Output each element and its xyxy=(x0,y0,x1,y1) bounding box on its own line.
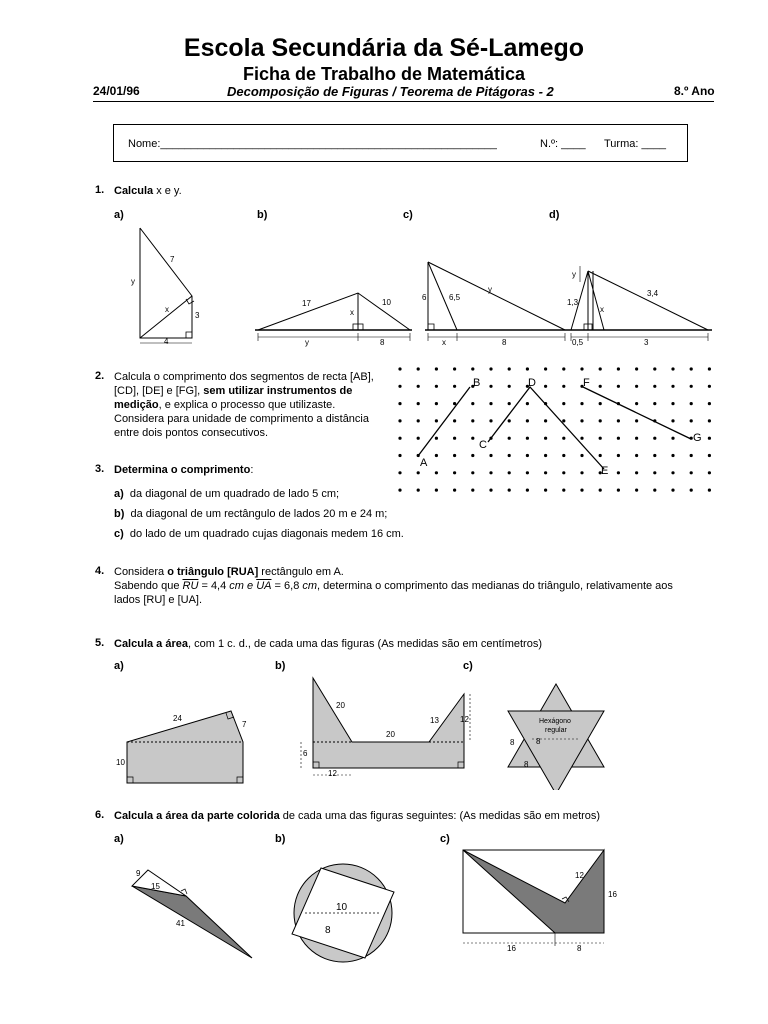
name-box xyxy=(113,124,688,162)
q1b-y: y xyxy=(305,338,309,347)
grid-dot xyxy=(471,402,474,405)
grid-dot xyxy=(599,419,602,422)
grid-dot xyxy=(690,489,693,492)
q1d-3: 3 xyxy=(644,338,649,347)
q4-text: Considera o triângulo [RUA] rectângulo em A. Sabendo que $\overline{RU} = 4,4$ cm e $\overline{UA} = 6,8$ cm, determina o comprimento das medianas do triângulo, relativamente aos lados [RU] e [UA]. xyxy=(114,566,673,606)
grid-dot xyxy=(398,437,401,440)
q1c-6-5: 6,5 xyxy=(449,293,461,302)
grid-dot xyxy=(489,419,492,422)
q3-item-b: b) da diagonal de um rectângulo de lados 20 m e 24 m; xyxy=(114,508,388,520)
grid-dot xyxy=(653,454,656,457)
grid-dot xyxy=(708,385,711,388)
grid-dot xyxy=(508,489,511,492)
grid-dot xyxy=(526,402,529,405)
grid-dot xyxy=(708,419,711,422)
grid-dot xyxy=(398,419,401,422)
q1-label-b: b) xyxy=(257,209,268,221)
grid-dot xyxy=(562,419,565,422)
q5c-8c: 8 xyxy=(524,760,529,769)
grid-dot xyxy=(635,385,638,388)
q6-number: 6. xyxy=(95,809,105,821)
grid-dot xyxy=(653,367,656,370)
grid-dot xyxy=(508,367,511,370)
grid-dot xyxy=(435,367,438,370)
q1-figures xyxy=(0,220,768,350)
grid-dot xyxy=(435,489,438,492)
grid-dot xyxy=(544,437,547,440)
grid-dot xyxy=(580,471,583,474)
grid-dot xyxy=(708,454,711,457)
segment-fg xyxy=(583,387,691,439)
grid-dot xyxy=(635,454,638,457)
q5-figures xyxy=(0,670,768,790)
q6a-9: 9 xyxy=(136,869,141,878)
grid-dot xyxy=(417,471,420,474)
q5a-7: 7 xyxy=(242,720,247,729)
q1-figure-a xyxy=(140,228,194,343)
grid-dot xyxy=(562,489,565,492)
q1c-6: 6 xyxy=(422,293,427,302)
q2-number: 2. xyxy=(95,370,105,382)
q1-text: Calcula x e y. xyxy=(114,185,182,197)
grid-dot xyxy=(617,454,620,457)
grid-dot xyxy=(617,437,620,440)
q5-text: Calcula a área, com 1 c. d., de cada uma das figuras (As medidas são em centímetros) xyxy=(114,638,542,650)
point-d: D xyxy=(528,377,536,389)
grid-dot xyxy=(617,471,620,474)
q5-figure-a xyxy=(127,711,243,783)
dot-grid-figure xyxy=(390,362,720,502)
grid-dot xyxy=(489,402,492,405)
q6a-15: 15 xyxy=(151,882,160,891)
grid-dot xyxy=(526,367,529,370)
grid-dot xyxy=(653,489,656,492)
grid-dot xyxy=(471,489,474,492)
topic: Decomposição de Figuras / Teorema de Pitágoras - 2 xyxy=(227,84,554,99)
q3-item-a: a) da diagonal de um quadrado de lado 5 cm; xyxy=(114,488,340,500)
grid-dot xyxy=(453,402,456,405)
q4-number: 4. xyxy=(95,565,105,577)
grid-dot xyxy=(471,437,474,440)
grid-dot xyxy=(398,471,401,474)
point-g: G xyxy=(693,432,702,444)
grid-dot xyxy=(471,419,474,422)
q1b-8: 8 xyxy=(380,338,385,347)
grid-dot xyxy=(508,454,511,457)
grid-dot xyxy=(635,402,638,405)
grid-dot xyxy=(544,385,547,388)
q5a-24: 24 xyxy=(173,714,182,723)
grid-dot xyxy=(671,471,674,474)
point-c: C xyxy=(479,439,487,451)
grid-dot xyxy=(690,471,693,474)
q1d-1-3: 1,3 xyxy=(567,298,579,307)
grid-dot xyxy=(398,402,401,405)
grid-dot xyxy=(453,419,456,422)
q5a-10: 10 xyxy=(116,758,125,767)
grid-dot xyxy=(599,385,602,388)
q1c-x: x xyxy=(442,338,446,347)
q1-number: 1. xyxy=(95,184,105,196)
grid-dot xyxy=(653,471,656,474)
q6c-12: 12 xyxy=(575,871,584,880)
grid-dot xyxy=(562,471,565,474)
grid-dot xyxy=(635,419,638,422)
grid-dot xyxy=(635,437,638,440)
q3-text: Determina o comprimento: xyxy=(114,464,254,476)
q1d-3-4: 3,4 xyxy=(647,289,659,298)
date: 24/01/96 xyxy=(93,84,140,98)
q1-label-a: a) xyxy=(114,209,124,221)
grid-dot xyxy=(471,471,474,474)
grid-dot xyxy=(617,419,620,422)
grid-dot xyxy=(508,437,511,440)
q5c-8b: 8 xyxy=(536,737,541,746)
grid-dot xyxy=(508,471,511,474)
q5-label-c: c) xyxy=(463,660,473,672)
q6a-41: 41 xyxy=(176,919,185,928)
grid-dot xyxy=(417,489,420,492)
grid-dot xyxy=(580,454,583,457)
dot-grid xyxy=(398,367,711,491)
grid-dot xyxy=(417,367,420,370)
grid-dot xyxy=(617,489,620,492)
grid-dot xyxy=(708,437,711,440)
grid-dot xyxy=(562,454,565,457)
q6c-8: 8 xyxy=(577,944,582,953)
q1b-10: 10 xyxy=(382,298,391,307)
header-rule xyxy=(93,101,714,102)
grid-dot xyxy=(562,367,565,370)
grid-dot xyxy=(435,385,438,388)
grid-dot xyxy=(617,367,620,370)
grid-dot xyxy=(671,419,674,422)
grid-dot xyxy=(562,402,565,405)
q5b-20a: 20 xyxy=(336,701,345,710)
grid-dot xyxy=(599,402,602,405)
grid-dot xyxy=(635,489,638,492)
q6b-10: 10 xyxy=(336,902,348,913)
grid-dot xyxy=(635,367,638,370)
grid-dot xyxy=(708,402,711,405)
grid-dot xyxy=(471,454,474,457)
q1-figure-d xyxy=(567,266,712,341)
grid-dot xyxy=(690,402,693,405)
grid-dot xyxy=(453,437,456,440)
grid-dot xyxy=(671,489,674,492)
grid-dot xyxy=(599,367,602,370)
q6-label-a: a) xyxy=(114,833,124,845)
grid-dot xyxy=(544,367,547,370)
number-field[interactable]: N.º: ____ xyxy=(540,138,586,150)
grid-dot xyxy=(526,454,529,457)
grid-dot xyxy=(708,489,711,492)
q1c-8: 8 xyxy=(502,338,507,347)
q5-label-a: a) xyxy=(114,660,124,672)
grid-dot xyxy=(417,419,420,422)
grid-dot xyxy=(544,454,547,457)
q5b-12b: 12 xyxy=(328,769,337,778)
grid-dot xyxy=(708,471,711,474)
grid-dot xyxy=(671,385,674,388)
worksheet-subtitle: Ficha de Trabalho de Matemática xyxy=(242,64,526,84)
school-title: Escola Secundária da Sé-Lamego xyxy=(183,34,585,62)
q1d-0-5: 0,5 xyxy=(572,338,584,347)
grid-dot xyxy=(690,385,693,388)
grid-dot xyxy=(453,454,456,457)
q5c-8a: 8 xyxy=(510,738,515,747)
grid-dot xyxy=(580,419,583,422)
grid-dot xyxy=(671,402,674,405)
q1a-y: y xyxy=(131,277,135,286)
q1d-x: x xyxy=(600,305,604,314)
name-field[interactable]: Nome:_______________________________________________________ xyxy=(128,138,497,150)
q3-number: 3. xyxy=(95,463,105,475)
q5-figure-c xyxy=(508,684,604,790)
grid-dot xyxy=(653,385,656,388)
q6b-8: 8 xyxy=(325,925,331,936)
q1d-y: y xyxy=(572,270,576,279)
grid-dot xyxy=(544,489,547,492)
q6c-16a: 16 xyxy=(608,890,617,899)
grid-dot xyxy=(435,471,438,474)
q1a-4: 4 xyxy=(164,337,169,346)
grid-dot xyxy=(562,437,565,440)
grid-dot xyxy=(417,437,420,440)
segment-ab xyxy=(418,387,470,456)
q1-figure-c xyxy=(425,262,567,341)
grid-dot xyxy=(617,385,620,388)
grid-dot xyxy=(489,385,492,388)
grid-dot xyxy=(690,454,693,457)
point-b: B xyxy=(473,377,481,389)
q1a-3: 3 xyxy=(195,311,200,320)
grid-dot xyxy=(489,471,492,474)
q5c-hexagon: Hexágono xyxy=(539,718,571,725)
q5-figure-b xyxy=(301,678,470,775)
grid-dot xyxy=(526,489,529,492)
grid-dot xyxy=(580,489,583,492)
q1c-y: y xyxy=(488,285,492,294)
q1a-7: 7 xyxy=(170,255,175,264)
grid-dot xyxy=(435,402,438,405)
grid-dot xyxy=(671,367,674,370)
grid-dot xyxy=(435,454,438,457)
q1-label-c: c) xyxy=(403,209,413,221)
point-f: F xyxy=(583,377,590,389)
grid-dot xyxy=(453,471,456,474)
grid-dot xyxy=(398,489,401,492)
grid-dot xyxy=(453,385,456,388)
q1a-x: x xyxy=(165,305,169,314)
q5b-13: 13 xyxy=(430,716,439,725)
grid-dot xyxy=(526,471,529,474)
q6c-16b: 16 xyxy=(507,944,516,953)
grid-dot xyxy=(508,419,511,422)
q5c-regular: regular xyxy=(545,727,567,734)
q1-label-d: d) xyxy=(549,209,560,221)
q5b-6: 6 xyxy=(303,749,308,758)
grid-dot xyxy=(435,419,438,422)
grid-dot xyxy=(526,437,529,440)
grid-dot xyxy=(471,367,474,370)
grid-dot xyxy=(489,454,492,457)
grid-dot xyxy=(562,385,565,388)
q6-figures xyxy=(0,840,768,970)
grid-dot xyxy=(453,367,456,370)
grid-dot xyxy=(526,419,529,422)
grid-dot xyxy=(690,367,693,370)
grid-dot xyxy=(599,489,602,492)
grid-dot xyxy=(417,385,420,388)
grid-dot xyxy=(671,437,674,440)
grid-dot xyxy=(398,385,401,388)
q5b-12a: 12 xyxy=(460,715,469,724)
grid-dot xyxy=(580,367,583,370)
grid-dot xyxy=(544,471,547,474)
q1b-x: x xyxy=(350,308,354,317)
grid-dot xyxy=(453,489,456,492)
q6-text: Calcula a área da parte colorida de cada uma das figuras seguintes: (As medidas são em metros) xyxy=(114,810,601,822)
q2-text: Calcula o comprimento dos segmentos de recta [AB], [CD], [DE] e [FG], sem utilizar instrumentos de medição, e explica o processo que utilizaste. Considera para unidade de comprimento a distância entre dois pontos consecutivos. xyxy=(114,371,374,439)
grid-dot xyxy=(398,367,401,370)
grid-dot xyxy=(508,402,511,405)
q6-figure-a xyxy=(132,870,252,958)
q6-figure-b xyxy=(292,864,394,962)
grid-dot xyxy=(398,454,401,457)
point-a: A xyxy=(420,457,428,469)
point-e: E xyxy=(601,465,609,477)
grid-dot xyxy=(653,437,656,440)
grid-dot xyxy=(671,454,674,457)
grid-dot xyxy=(489,367,492,370)
grid-dot xyxy=(580,437,583,440)
grid-dot xyxy=(508,385,511,388)
q5-number: 5. xyxy=(95,637,105,649)
q1b-17: 17 xyxy=(302,299,311,308)
grid-dot xyxy=(708,367,711,370)
grid-dot xyxy=(489,489,492,492)
grid-dot xyxy=(653,402,656,405)
q6-label-c: c) xyxy=(440,833,450,845)
grid-dot xyxy=(599,437,602,440)
class-field[interactable]: Turma: ____ xyxy=(604,138,666,150)
q5b-20b: 20 xyxy=(386,730,395,739)
grid-dot xyxy=(544,419,547,422)
grid-dot xyxy=(435,437,438,440)
grid-dot xyxy=(690,419,693,422)
grid-dot xyxy=(580,402,583,405)
q6-label-b: b) xyxy=(275,833,286,845)
q3-item-c: c) do lado de um quadrado cujas diagonais medem 16 cm. xyxy=(114,528,404,540)
q5-label-b: b) xyxy=(275,660,286,672)
q6-figure-c xyxy=(463,850,604,946)
grade: 8.º Ano xyxy=(674,84,715,98)
grid-dot xyxy=(599,454,602,457)
grid-dot xyxy=(635,471,638,474)
grid-dot xyxy=(417,402,420,405)
